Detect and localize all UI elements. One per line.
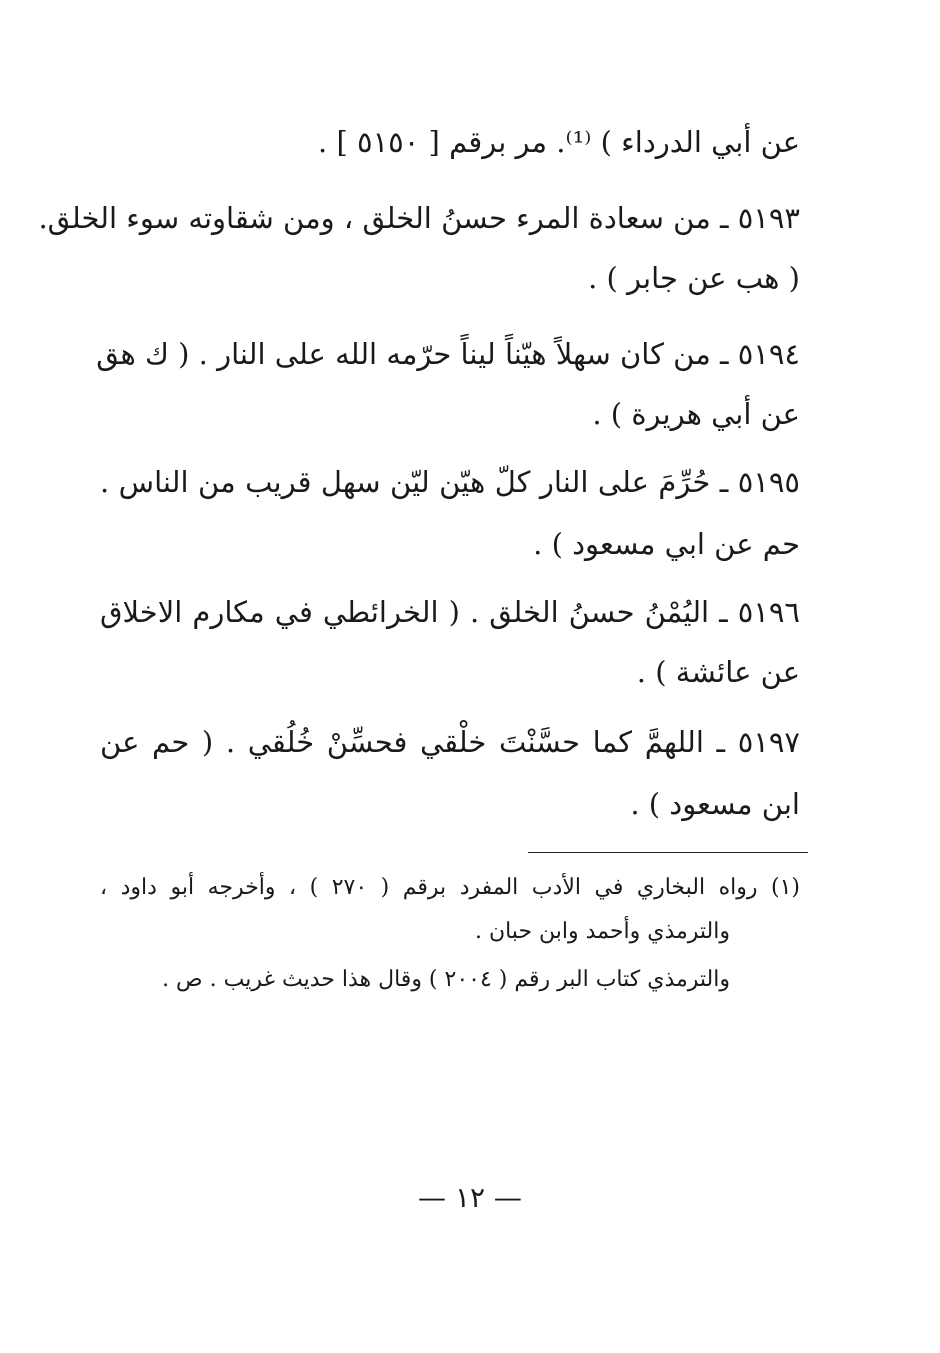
hadith-5194-line-2: عن أبي هريرة ) . xyxy=(592,397,800,431)
body-line-1: عن أبي الدرداء ) ⁽¹⁾. مر برقم [ ٥١٥٠ ] . xyxy=(318,125,800,159)
footnote-1-line-2: والترمذي وأحمد وابن حبان . xyxy=(474,919,730,944)
hadith-5196-line-2: عن عائشة ) . xyxy=(636,655,800,689)
hadith-5195-line-1: ٥١٩٥ ـ حُرِّمَ على النار كلّ هيّن ليّن سهل قريب من الناس . xyxy=(100,465,800,499)
hadith-5196-line-1: ٥١٩٦ ـ اليُمْنُ حسنُ الخلق . ( الخرائطي في مكارم الاخلاق xyxy=(100,595,800,629)
hadith-5195-line-2: حم عن ابي مسعود ) . xyxy=(533,527,800,561)
footnote-1-line-3: والترمذي كتاب البر رقم ( ٢٠٠٤ ) وقال هذا حديث غريب . ص . xyxy=(162,967,730,992)
hadith-5197-line-1: ٥١٩٧ ـ اللهمَّ كما حسَّنْتَ خلْقي فحسِّنْ خُلُقي . ( حم عن xyxy=(100,725,800,759)
hadith-5194-line-1: ٥١٩٤ ـ من كان سهلاً هيّناً ليناً حرّمه الله على النار . ( ك هق xyxy=(96,337,800,371)
hadith-5193-line-1: ٥١٩٣ ـ من سعادة المرء حسنُ الخلق ، ومن شقاوته سوء الخلق. xyxy=(38,201,800,235)
hadith-5197-line-2: ابن مسعود ) . xyxy=(630,787,800,821)
hadith-5193-line-2: ( هب عن جابر ) . xyxy=(588,261,800,295)
footnote-separator xyxy=(528,852,808,853)
footnote-1-line-1: (١) رواه البخاري في الأدب المفرد برقم ( ٢٧٠ ) ، وأخرجه أبو داود ، xyxy=(100,875,800,900)
page-number: — ١٢ — xyxy=(418,1181,522,1214)
